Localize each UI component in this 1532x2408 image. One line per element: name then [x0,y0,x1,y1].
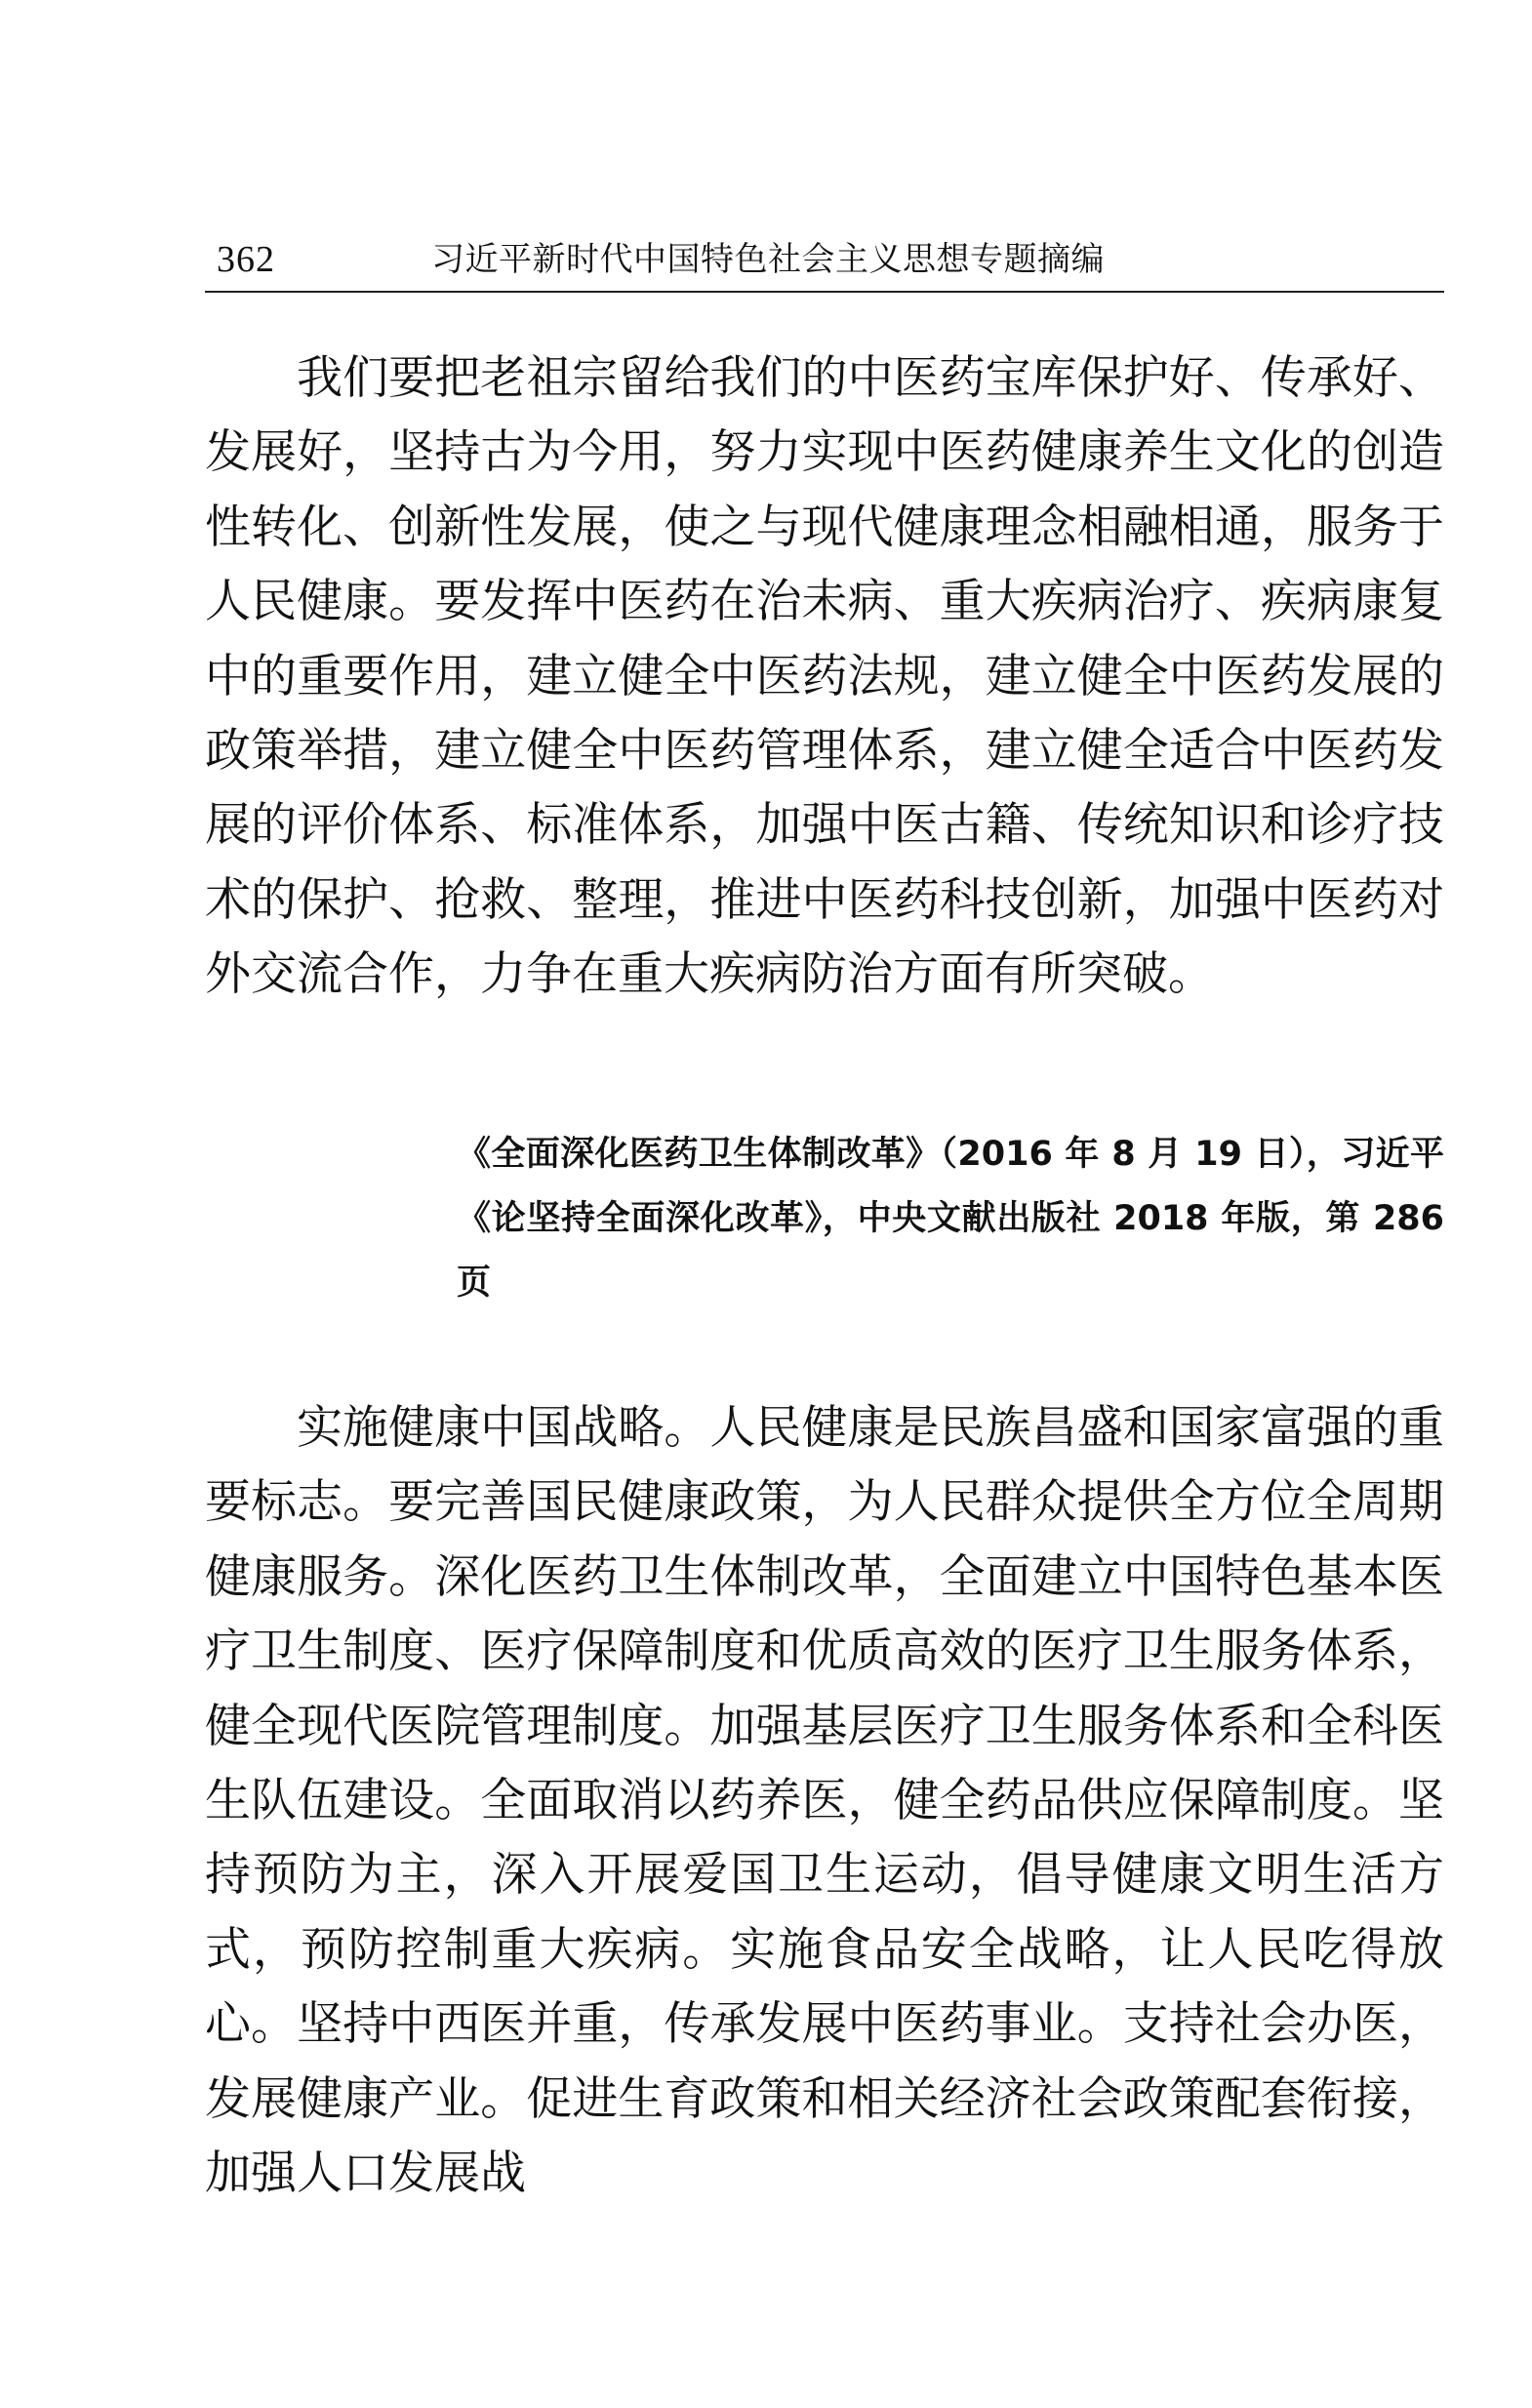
running-header [205,232,1444,293]
source-citation: 《全面深化医药卫生体制改革》（2016 年 8 月 19 日），习近平《论坚持全面深化改革》，中央文献出版社 2018 年版，第 286 页 [457,1135,1444,1303]
running-header-title: 习近平新时代中国特色社会主义思想专题摘编 [431,240,1105,279]
book-page [205,0,1444,2408]
body-paragraph-2: 实施健康中国战略。人民健康是民族昌盛和国家富强的重要标志。要完善国民健康政策，为人民群众提供全方位全周期健康服务。深化医药卫生体制改革，全面建立中国特色基本医疗卫生制度、医疗保障制度和优质高效的医疗卫生服务体系，健全现代医院管理制度。加强基层医疗卫生服务体系和全科医生队伍建设。全面取消以药养医，健全药品供应保障制度。坚持预防为主，深入开展爱国卫生运动，倡导健康文明生活方式，预防控制重大疾病。实施食品安全战略，让人民吃得放心。坚持中西医并重，传承发展中医药事业。支持社会办医，发展健康产业。促进生育政策和相关经济社会政策配套衔接，加强人口发展战 [205,1401,1444,2201]
body-paragraph-1: 我们要把老祖宗留给我们的中医药宝库保护好、传承好、发展好，坚持古为今用，努力实现中医药健康养生文化的创造性转化、创新性发展，使之与现代健康理念相融相通，服务于人民健康。要发挥中医药在治未病、重大疾病治疗、疾病康复中的重要作用，建立健全中医药法规，建立健全中医药发展的政策举措，建立健全中医药管理体系，建立健全适合中医药发展的评价体系、标准体系，加强中医古籍、传统知识和诊疗技术的保护、抢救、整理，推进中医药科技创新，加强中医药对外交流合作，力争在重大疾病防治方面有所突破。 [205,351,1444,1002]
page-number: 362 [217,239,275,280]
